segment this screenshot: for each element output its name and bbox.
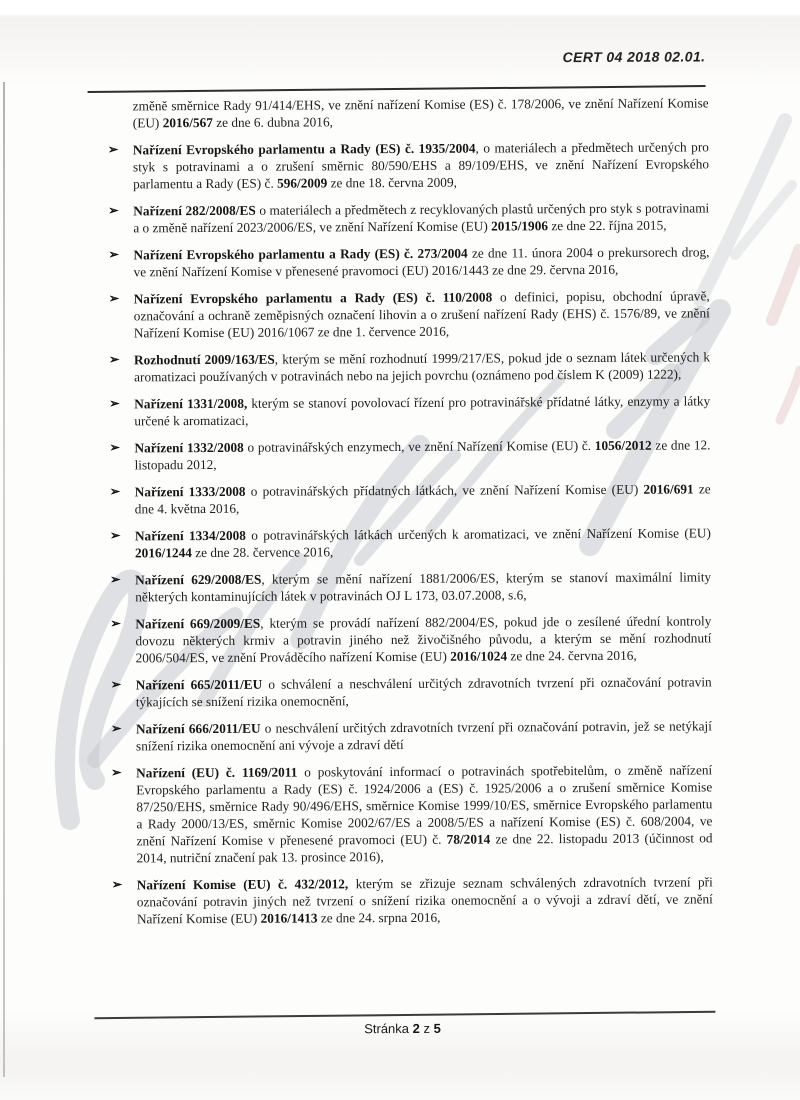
list-item <box>109 524 711 561</box>
list-item-text: Nařízení 629/2008/ES, kterým se mění nařízení 1881/2006/ES, kterým se stanoví maximální limity některých kontaminujících látek v potravinách OJ L 173, 03.07.2008, s.6, <box>135 569 712 605</box>
regulation-list <box>107 138 713 927</box>
list-item-text: Nařízení 282/2008/ES o materiálech a předmětech z recyklovaných plastů určených pro styk s potravinami a o změně nařízení 2023/2006/ES, ve znění Nařízení Komise (EU) 2015/1906 ze dne 22. října 2015, <box>133 200 710 236</box>
list-item-text: Nařízení 665/2011/EU o schválení a neschválení určitých zdravotních tvrzení při označování potravin týkajících se snížení rizika onemocnění, <box>135 674 712 710</box>
arrow-bullet-icon: ➢ <box>107 142 119 157</box>
intro-paragraph: změně směrnice Rady 91/414/EHS, ve znění nařízení Komise (ES) č. 178/2006, ve znění Nařízení Komise (EU) 2016/567 ze dne 6. dubna 2016, <box>132 95 709 131</box>
header-rule <box>88 85 706 93</box>
arrow-bullet-icon: ➢ <box>110 721 122 736</box>
list-item <box>108 199 710 236</box>
arrow-bullet-icon: ➢ <box>109 396 120 411</box>
document-code: CERT 04 2018 02.01. <box>562 48 706 66</box>
arrow-bullet-icon: ➢ <box>109 484 121 499</box>
list-item <box>108 243 710 280</box>
footer-rule <box>94 1011 715 1020</box>
arrow-bullet-icon: ➢ <box>109 440 120 455</box>
list-item <box>108 348 711 385</box>
list-item <box>110 568 712 605</box>
arrow-bullet-icon: ➢ <box>110 677 122 692</box>
list-item <box>111 761 713 866</box>
list-item-text: Nařízení (EU) č. 1169/2011 o poskytování informací o potravinách spotřebitelům, o změně nařízení Evropského parlamentu a Rady (ES) č. 1924/2006 a (ES) č. 1925/2006 a o zrušení směrnice Komise 87/250/EHS, směrnice Rady 90/496/EHS, směrnice Komise 1999/10/ES, směrnice Evropského parlamentu a Rady 2000/13/ES, směrnic Komise 2002/67/ES a 2008/5/ES a nařízení Komise (ES) č. 608/2004, ve znění Nařízení Komise v přenesené pravomoci (EU) č. 78/2014 ze dne 22. listopadu 2013 (účinnost od 2014, nutriční značení pak 13. prosince 2016), <box>136 762 713 866</box>
page-number: Stránka 2 z 5 <box>364 1020 441 1037</box>
document-body <box>107 94 713 937</box>
list-item-text: Nařízení 1333/2008 o potravinářských přídatných látkách, ve znění Nařízení Komise (EU) 2016/691 ze dne 4. května 2016, <box>134 481 711 517</box>
list-item <box>109 436 711 473</box>
arrow-bullet-icon: ➢ <box>110 616 121 631</box>
arrow-bullet-icon: ➢ <box>108 247 119 262</box>
list-item-text: Nařízení 666/2011/EU o neschválení určitých zdravotních tvrzení při označování potravin, jež se netýkají snížení rizika onemocnění ani vývoje a zdraví dětí <box>135 718 712 754</box>
list-item-text: Nařízení Evropského parlamentu a Rady (ES) č. 1935/2004, o materiálech a předmětech určených pro styk s potravinami a o zrušení směrnic 80/590/EHS a 89/109/EHS, ve znění Nařízení Evropského parlamentu a Rady (ES) č. 596/2009 ze dne 18. června 2009, <box>132 139 710 192</box>
list-item <box>110 717 712 754</box>
list-item-text: Nařízení Evropského parlamentu a Rady (ES) č. 110/2008 o definici, popisu, obchodní úpravě, označování a ochraně zeměpisných označení lihovin a o zrušení nařízení Rady (EHS) č. 1576/89, ve znění Nařízení Komise (EU) 2016/1067 ze dne 1. července 2016, <box>133 288 710 341</box>
arrow-bullet-icon: ➢ <box>111 765 122 780</box>
list-item-text: Nařízení 1331/2008, kterým se stanoví povolovací řízení pro potravinářské přídatné látky, enzymy a látky určené k aromatizaci, <box>134 393 711 429</box>
list-item <box>110 612 712 666</box>
list-item <box>109 480 711 517</box>
list-item <box>108 287 710 341</box>
list-item-text: Nařízení 669/2009/ES, kterým se provádí nařízení 882/2004/ES, pokud jde o zesílené úřední kontroly dovozu některých krmiv a potravin jiného než živočišného původu, a kterým se mění rozhodnutí 2006/504/ES, ve znění Prováděcího nařízení Komise (EU) 2016/1024 ze dne 24. června 2016, <box>135 613 712 666</box>
arrow-bullet-icon: ➢ <box>110 572 121 587</box>
list-item <box>110 673 712 710</box>
list-item <box>111 873 713 927</box>
arrow-bullet-icon: ➢ <box>108 291 120 306</box>
list-item-text: Nařízení 1332/2008 o potravinářských enzymech, ve znění Nařízení Komise (EU) č. 1056/2012 ze dne 12. listopadu 2012, <box>134 437 711 473</box>
list-item-text: Nařízení 1334/2008 o potravinářských látkách určených k aromatizaci, ve znění Nařízení Komise (EU) 2016/1244 ze dne 28. července 2016, <box>134 525 711 561</box>
list-item-text: Nařízení Komise (EU) č. 432/2012, kterým se zřizuje seznam schválených zdravotních tvrzení při označování potravin jiných než tvrzení o snížení rizika onemocnění a o vývoji a zdraví dětí, ve znění Nařízení Komise (EU) 2016/1413 ze dne 24. srpna 2016, <box>136 874 713 927</box>
arrow-bullet-icon: ➢ <box>108 203 119 218</box>
list-item-text: Nařízení Evropského parlamentu a Rady (ES) č. 273/2004 ze dne 11. února 2004 o prekursorech drog, ve znění Nařízení Komise v přenesené pravomoci (EU) 2016/1443 ze dne 29. června 2016, <box>133 244 710 280</box>
list-item <box>107 138 710 192</box>
arrow-bullet-icon: ➢ <box>109 528 121 543</box>
arrow-bullet-icon: ➢ <box>108 352 120 367</box>
arrow-bullet-icon: ➢ <box>111 877 123 892</box>
list-item <box>109 392 711 429</box>
list-item-text: Rozhodnutí 2009/163/ES, kterým se mění rozhodnutí 1999/217/ES, pokud jde o seznam látek určených k aromatizaci používaných v potravinách nebo na jejich povrchu (oznámeno pod číslem K (2009) 1222), <box>133 349 711 385</box>
